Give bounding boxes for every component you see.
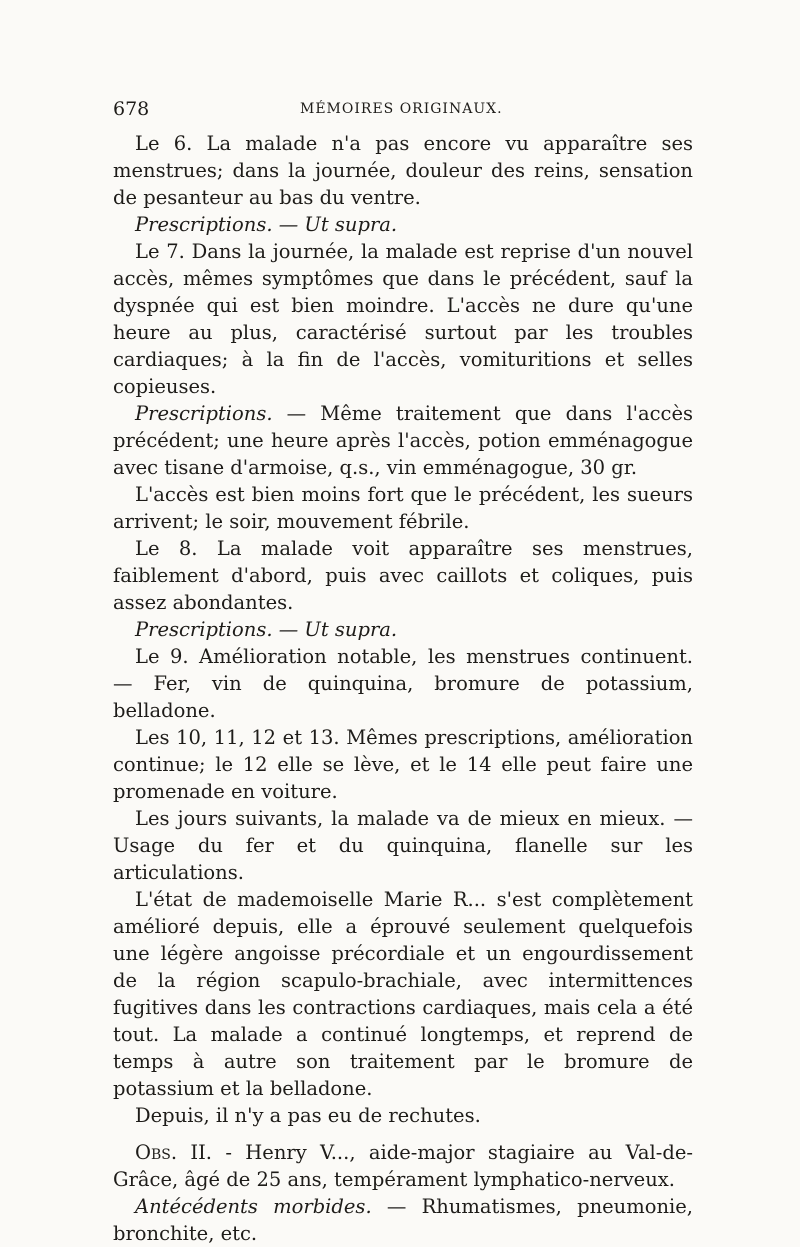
observation-heading — [113, 1139, 693, 1193]
paragraph — [113, 130, 693, 211]
antecedents-text: — Rhumatismes, pneumonie, bronchite, etc. — [113, 1195, 693, 1245]
paragraph-text: Depuis, il n'y a pas eu de rechutes. — [135, 1104, 481, 1127]
running-title: MÉMOIRES ORIGINAUX. — [300, 101, 503, 117]
paragraph — [113, 211, 693, 238]
body-text — [113, 130, 693, 1247]
paragraph — [113, 616, 693, 643]
paragraph-text: Le 6. La malade n'a pas encore vu apparaître ses menstrues; dans la journée, douleur des reins, sensation de pesanteur au bas du ventre. — [113, 132, 693, 209]
antecedents-label: Antécédents morbides. — [135, 1195, 372, 1218]
paragraph-text: — Ut supra. — [272, 213, 398, 236]
paragraph — [113, 481, 693, 535]
paragraph — [113, 643, 693, 724]
paragraph-text: Les 10, 11, 12 et 13. Mêmes prescriptions, amélioration continue; le 12 elle se lève, et le 14 elle peut faire une promenade en voiture. — [113, 726, 693, 803]
paragraph-text: Le 9. Amélioration notable, les menstrues continuent. — Fer, vin de quinquina, bromure de potassium, belladone. — [113, 645, 693, 722]
paragraph — [113, 886, 693, 1102]
observation-label: Obs. II. — [135, 1141, 213, 1164]
paragraph-text: Le 8. La malade voit apparaître ses menstrues, faiblement d'abord, puis avec caillots et coliques, puis assez abondantes. — [113, 537, 693, 614]
paragraph — [113, 238, 693, 400]
page-number: 678 — [113, 98, 150, 120]
prescription-label: Prescriptions. — [135, 402, 273, 425]
paragraph — [113, 805, 693, 886]
observation-text: - Henry V..., aide-major stagiaire au Val-de-Grâce, âgé de 25 ans, tempérament lymphatico-nerveux. — [113, 1141, 693, 1191]
prescription-label: Prescriptions. — [135, 618, 273, 641]
antecedents-paragraph — [113, 1193, 693, 1247]
paragraph — [113, 400, 693, 481]
paragraph-text: L'état de mademoiselle Marie R... s'est complètement amélioré depuis, elle a éprouvé seulement quelquefois une légère angoisse précordiale et un engourdissement de la région scapulo-brachiale, avec intermittences fugitives dans les contractions cardiaques, mais cela a été tout. La malade a continué longtemps, et reprend de temps à autre son traitement par le bromure de potassium et la belladone. — [113, 888, 693, 1100]
page-header — [113, 98, 693, 128]
prescription-label: Prescriptions. — [135, 213, 273, 236]
paragraph-text: Les jours suivants, la malade va de mieux en mieux. — Usage du fer et du quinquina, flanelle sur les articulations. — [113, 807, 693, 884]
paragraph-text: Le 7. Dans la journée, la malade est reprise d'un nouvel accès, mêmes symptômes que dans le précédent, sauf la dyspnée qui est bien moindre. L'accès ne dure qu'une heure au plus, caractérisé surtout par les troubles cardiaques; à la fin de l'accès, vomituritions et selles copieuses. — [113, 240, 693, 398]
paragraph — [113, 1102, 693, 1129]
paragraph-text: — Ut supra. — [272, 618, 398, 641]
paragraph — [113, 535, 693, 616]
paragraph — [113, 724, 693, 805]
paragraph-text: — Même traitement que dans l'accès précédent; une heure après l'accès, potion emménagogue avec tisane d'armoise, q.s., vin emménagogue, 30 gr. — [113, 402, 693, 479]
paragraph-text: L'accès est bien moins fort que le précédent, les sueurs arrivent; le soir, mouvement fébrile. — [113, 483, 693, 533]
